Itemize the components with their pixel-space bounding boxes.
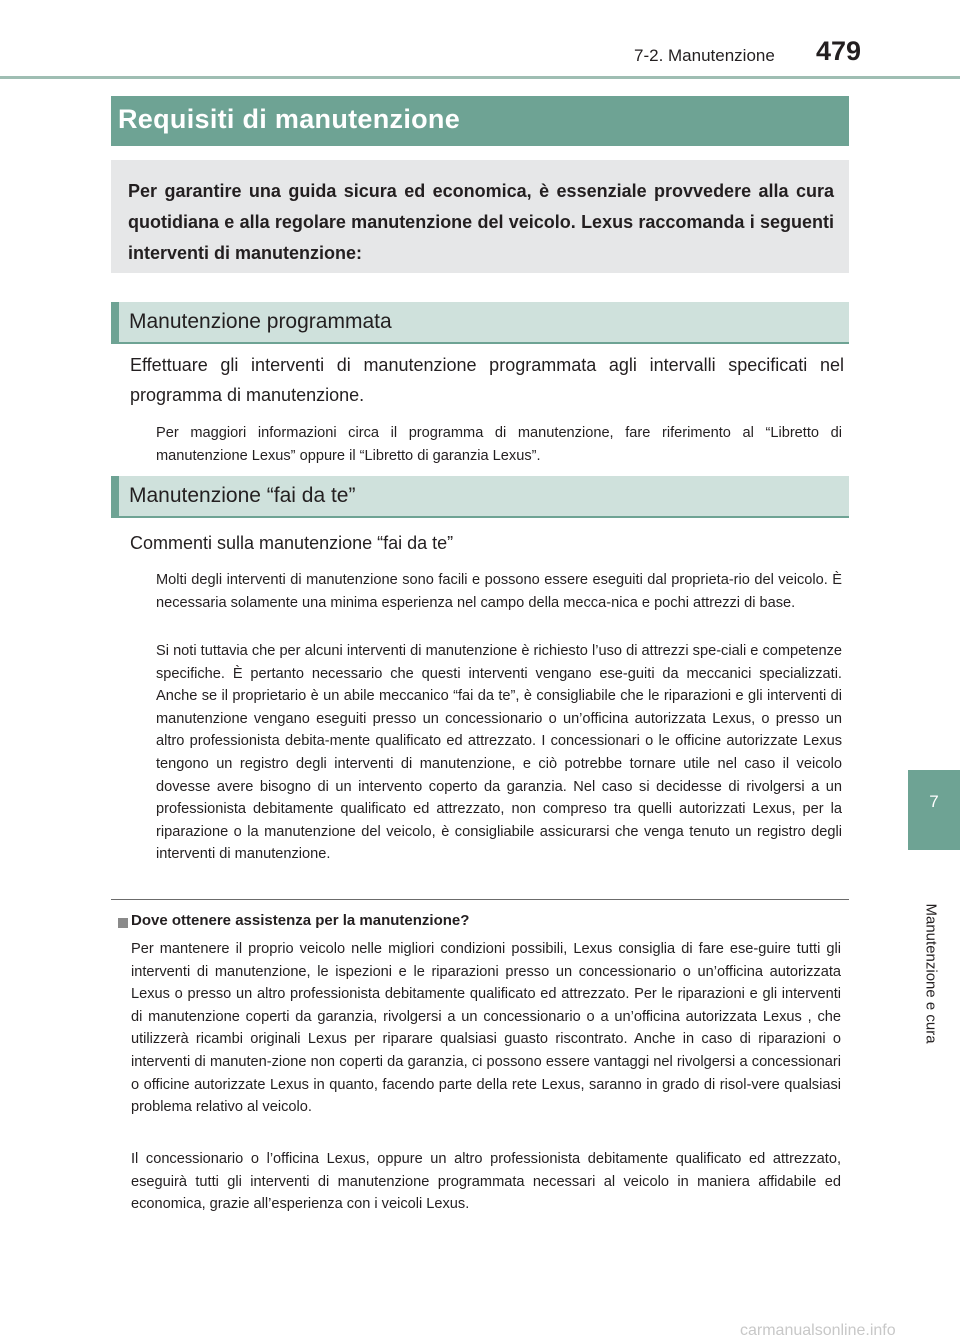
heading-label: Manutenzione programmata	[129, 310, 392, 333]
page-number: 479	[816, 36, 862, 66]
intro-text: Per garantire una guida sicura ed economica, è essenziale provvedere alla cura quotidiana e alla regolare manutenzione del veicolo. Lexus raccomanda i seguenti interventi di manutenzione:	[128, 181, 834, 263]
heading-label: Manutenzione “fai da te”	[129, 484, 356, 507]
scheduled-maintenance-heading	[111, 302, 849, 344]
diy-paragraph-2: Si noti tuttavia che per alcuni interventi di manutenzione è richiesto l’uso di attrezzi spe-ciali e competenze specifiche. È pertanto necessario che questi interventi vengano ese-guiti da meccanici specializzati. Anche se il proprietario è un abile meccanico “fai da te”, è consigliabile che le riparazioni e gli interventi di manutenzione vengano eseguiti presso un concessionario o un’officina autorizzata Lexus, o presso un altro professionista debita-mente qualificato ed attrezzato. I concessionari o le officine autorizzate Lexus tengono un registro degli interventi di manutenzione, e ciò potrebbe tornare utile nel caso il veicolo dovesse avere bisogno di un intervento coperto da garanzia. Nel caso si decidesse di rivolgersi a un professionista debitamente qualificato ed attrezzato, non compreso tra quelli autorizzati Lexus, per la riparazione o la manutenzione del veicolo, è consigliabile assicurarsi che venga tenuto un registro degli interventi di manutenzione.	[156, 643, 842, 863]
qa-heading: Dove ottenere assistenza per la manutenzione?	[131, 912, 470, 929]
qa-paragraph-2: Il concessionario o l’officina Lexus, oppure un altro professionista debitamente qualificato ed attrezzato, eseguirà tutti gli interventi di manutenzione programmata necessari al veicolo in maniera affidabile ed economica, grazie all’esperienza con i veicoli Lexus.	[131, 1151, 841, 1213]
scheduled-text: Effettuare gli interventi di manutenzione programmata agli intervalli specificati nel programma di manutenzione.	[130, 355, 844, 405]
heading-accent	[111, 476, 119, 516]
chapter-number: 7	[929, 792, 939, 811]
section-divider	[111, 899, 849, 900]
page-title: Requisiti di manutenzione	[118, 104, 461, 134]
scheduled-note: Per maggiori informazioni circa il programma di manutenzione, fare riferimento al “Libretto di manutenzione Lexus” oppure il “Libretto di garanzia Lexus”.	[156, 425, 842, 464]
watermark: carmanualsonline.info	[740, 1322, 896, 1339]
diy-paragraph-1: Molti degli interventi di manutenzione sono facili e possono essere eseguiti dal proprieta-rio del veicolo. È necessaria solamente una minima esperienza nel campo della mecca-nica e pochi attrezzi di base.	[156, 572, 842, 611]
qa-paragraph-1: Per mantenere il proprio veicolo nelle migliori condizioni possibili, Lexus consiglia di fare ese-guire tutti gli interventi di manutenzione, le ispezioni e le riparazioni presso un concessionario o un’officina autorizzata Lexus o presso un altro professionista debitamente qualificato ed attrezzato. Per le riparazioni e gli interventi di manutenzione coperti da garanzia, rivolgersi a un concessionario o a un’officina autorizzata Lexus , che utilizzerà ricambi originali Lexus per riparare qualsiasi guasto riscontrato. Anche in caso di riparazioni o interventi di manuten-zione non coperti da garanzia, ci possono essere vantaggi nel rivolgersi a concessionari o officine autorizzate Lexus in quanto, facendo parte della rete Lexus, saranno in grado di risol-vere qualsiasi problema relativo al veicolo.	[131, 941, 841, 1116]
chapter-label: Manutenzione e cura	[922, 903, 940, 1044]
diy-maintenance-heading	[111, 476, 849, 518]
heading-accent	[111, 302, 119, 342]
section-reference: 7-2. Manutenzione	[634, 46, 775, 65]
square-bullet-icon	[118, 918, 128, 928]
header-rule	[0, 76, 960, 79]
diy-text: Commenti sulla manutenzione “fai da te”	[130, 533, 454, 553]
